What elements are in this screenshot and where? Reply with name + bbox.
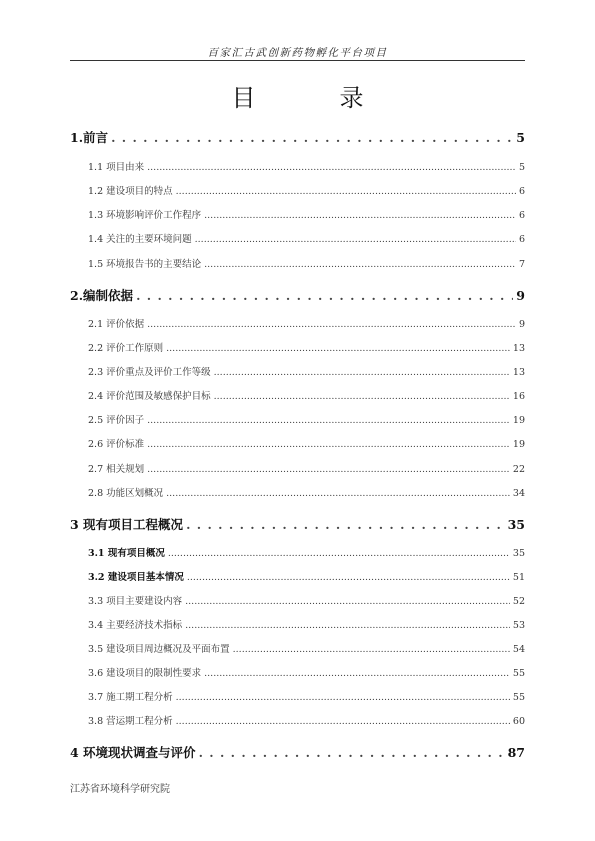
toc-entry-page-number: 13 xyxy=(512,343,525,354)
dot-leader xyxy=(186,517,505,532)
dot-leader xyxy=(204,668,510,679)
toc-section-entry[interactable] xyxy=(88,641,525,655)
toc-entry-label: 1.3 环境影响评价工作程序 xyxy=(88,210,202,221)
toc-entry-page-number: 35 xyxy=(512,548,525,559)
dot-leader xyxy=(176,692,510,703)
toc-entry-label: 2.2 评价工作原则 xyxy=(88,343,164,354)
toc-entry-page-number: 13 xyxy=(512,367,525,378)
dot-leader xyxy=(199,745,505,760)
toc-section-entry[interactable] xyxy=(88,388,525,402)
dot-leader xyxy=(185,620,510,631)
toc-entry-page-number: 16 xyxy=(512,391,525,402)
toc-entry-page-number: 9 xyxy=(516,288,525,303)
dot-leader xyxy=(147,439,510,450)
footer-organization: 江苏省环境科学研究院 xyxy=(70,784,170,795)
toc-section-entry[interactable] xyxy=(88,569,525,583)
toc-entry-label: 2.3 评价重点及评价工作等级 xyxy=(88,367,211,378)
toc-section-entry[interactable] xyxy=(88,183,525,197)
dot-leader xyxy=(147,319,516,330)
toc-chapter-entry[interactable] xyxy=(70,515,525,533)
toc-entry-page-number: 87 xyxy=(507,745,525,760)
toc-entry-label: 2.6 评价标准 xyxy=(88,439,145,450)
dot-leader xyxy=(166,488,510,499)
toc-section-entry[interactable] xyxy=(88,207,525,221)
toc-section-entry[interactable] xyxy=(88,617,525,631)
toc-entry-page-number: 5 xyxy=(518,162,525,173)
toc-entry-label: 4 环境现状调查与评价 xyxy=(70,745,196,760)
toc-entry-page-number: 6 xyxy=(518,210,525,221)
toc-entry-page-number: 9 xyxy=(518,319,525,330)
toc-entry-page-number: 7 xyxy=(518,259,525,270)
dot-leader xyxy=(136,288,513,303)
toc-entry-page-number: 22 xyxy=(512,464,525,475)
dot-leader xyxy=(147,464,510,475)
toc-entry-label: 1.5 环境报告书的主要结论 xyxy=(88,259,202,270)
dot-leader xyxy=(147,162,516,173)
toc-entry-label: 3.1 现有项目概况 xyxy=(88,548,165,559)
toc-entry-label: 3.6 建设项目的限制性要求 xyxy=(88,668,202,679)
toc-entry-label: 2.4 评价范围及敏感保护目标 xyxy=(88,391,211,402)
toc-title: 目 录 xyxy=(231,84,394,112)
toc-entry-page-number: 54 xyxy=(512,644,525,655)
toc-entry-page-number: 55 xyxy=(512,692,525,703)
toc-entry-page-number: 55 xyxy=(512,668,525,679)
toc-entry-label: 1.前言 xyxy=(70,130,109,145)
dot-leader xyxy=(185,596,510,607)
toc-section-entry[interactable] xyxy=(88,593,525,607)
toc-entry-page-number: 19 xyxy=(512,439,525,450)
toc-section-entry[interactable] xyxy=(88,364,525,378)
toc-entry-label: 3 现有项目工程概况 xyxy=(70,517,184,532)
toc-section-entry[interactable] xyxy=(88,485,525,499)
dot-leader xyxy=(204,259,516,270)
toc-chapter-entry[interactable] xyxy=(70,128,525,146)
toc-entry-label: 3.2 建设项目基本情况 xyxy=(88,572,184,583)
dot-leader xyxy=(166,343,510,354)
toc-entry-label: 3.5 建设项目周边概况及平面布置 xyxy=(88,644,230,655)
dot-leader xyxy=(176,186,516,197)
toc-entry-label: 2.7 相关规划 xyxy=(88,464,145,475)
toc-entry-label: 3.7 施工期工程分析 xyxy=(88,692,173,703)
toc-entry-label: 1.4 关注的主要环境问题 xyxy=(88,234,192,245)
toc-section-entry[interactable] xyxy=(88,412,525,426)
toc-entry-label: 2.编制依据 xyxy=(70,288,134,303)
toc-entry-page-number: 35 xyxy=(507,517,525,532)
toc-section-entry[interactable] xyxy=(88,340,525,354)
toc-entry-page-number: 19 xyxy=(512,415,525,426)
toc-section-entry[interactable] xyxy=(88,316,525,330)
toc-section-entry[interactable] xyxy=(88,436,525,450)
toc-section-entry[interactable] xyxy=(88,256,525,270)
toc-section-entry[interactable] xyxy=(88,461,525,475)
running-header-title: 百家汇古武创新药物孵化平台项目 xyxy=(207,47,388,59)
toc-section-entry[interactable] xyxy=(88,713,525,727)
dot-leader xyxy=(147,415,510,426)
dot-leader xyxy=(111,130,513,145)
toc-entry-page-number: 51 xyxy=(512,572,525,583)
dot-leader xyxy=(176,716,510,727)
toc-entry-label: 2.8 功能区划概况 xyxy=(88,488,164,499)
toc-entry-page-number: 53 xyxy=(512,620,525,631)
toc-chapter-entry[interactable] xyxy=(70,286,525,304)
toc-section-entry[interactable] xyxy=(88,665,525,679)
toc-section-entry[interactable] xyxy=(88,689,525,703)
dot-leader xyxy=(214,367,510,378)
toc-section-entry[interactable] xyxy=(88,545,525,559)
dot-leader xyxy=(233,644,510,655)
toc-entry-page-number: 6 xyxy=(518,234,525,245)
toc-entry-label: 3.8 营运期工程分析 xyxy=(88,716,173,727)
toc-section-entry[interactable] xyxy=(88,159,525,173)
dot-leader xyxy=(195,234,516,245)
toc-entry-page-number: 6 xyxy=(518,186,525,197)
toc-entry-label: 2.5 评价因子 xyxy=(88,415,145,426)
dot-leader xyxy=(187,572,510,583)
toc-entry-page-number: 5 xyxy=(516,130,525,145)
toc-entry-label: 1.2 建设项目的特点 xyxy=(88,186,173,197)
toc-section-entry[interactable] xyxy=(88,231,525,245)
toc-entry-label: 2.1 评价依据 xyxy=(88,319,145,330)
dot-leader xyxy=(214,391,510,402)
toc-entry-label: 1.1 项目由来 xyxy=(88,162,145,173)
toc-entry-label: 3.4 主要经济技术指标 xyxy=(88,620,183,631)
toc-entry-page-number: 34 xyxy=(512,488,525,499)
dot-leader xyxy=(168,548,510,559)
toc-entry-page-number: 60 xyxy=(512,716,525,727)
toc-chapter-entry[interactable] xyxy=(70,743,525,761)
toc-entry-label: 3.3 项目主要建设内容 xyxy=(88,596,183,607)
toc-entry-page-number: 52 xyxy=(512,596,525,607)
dot-leader xyxy=(204,210,516,221)
